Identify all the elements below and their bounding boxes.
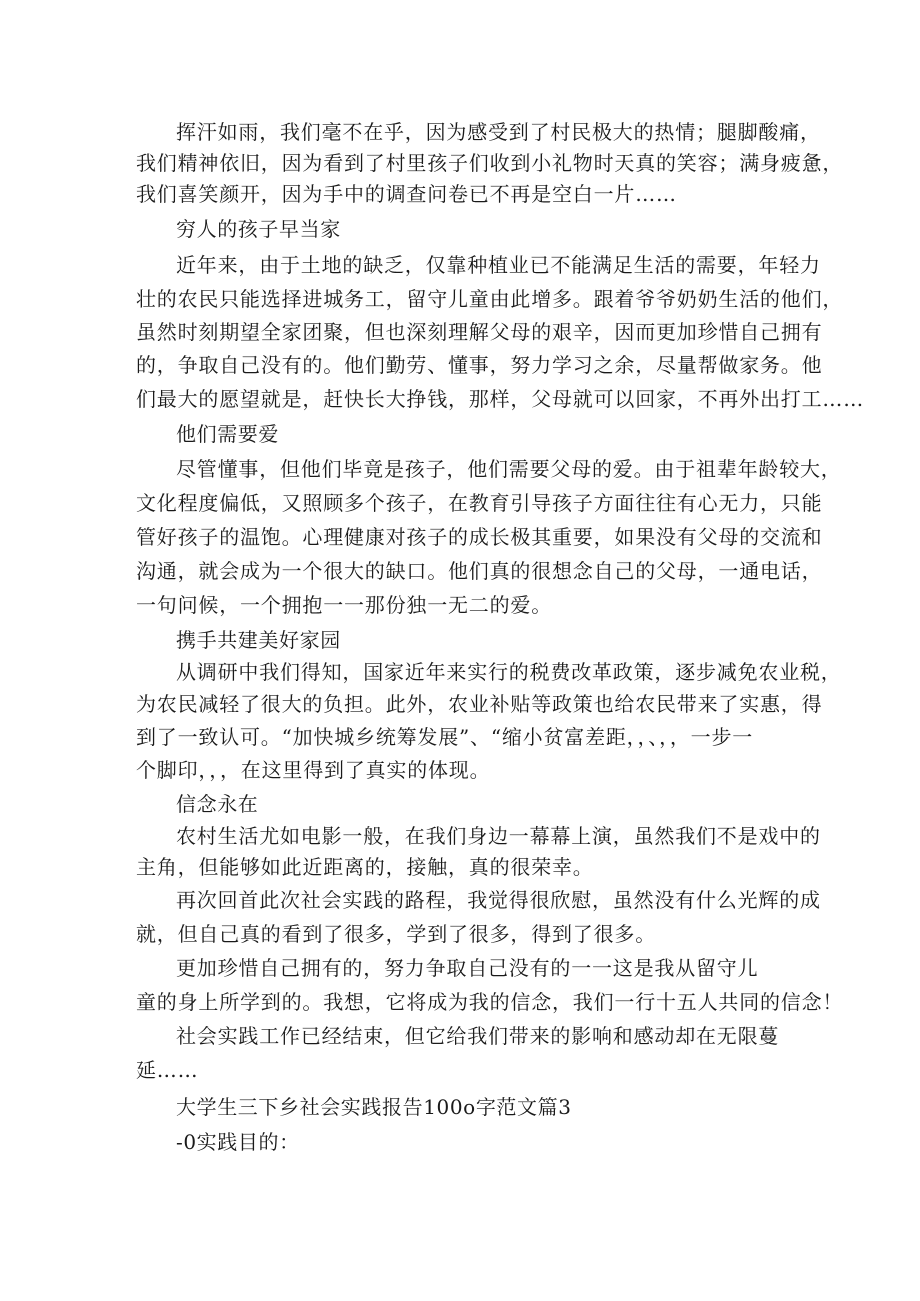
body-text-line: 再次回首此次社会实践的路程，我觉得很欣慰，虽然没有什么光辉的成 [176, 888, 821, 912]
section-heading: -0实践目的： [176, 1130, 300, 1154]
body-text-line: 我们喜笑颜开，因为手中的调查问卷已不再是空白一片…… [136, 182, 677, 206]
body-text-line: 一句问候，一个拥抱一一那份独一无二的爱。 [136, 593, 552, 617]
body-text-line: 们最大的愿望就是，赶快长大挣钱，那样，父母就可以回家，不再外出打工…… [136, 387, 864, 411]
body-text-line: 管好孩子的温饱。心理健康对孩子的成长极其重要，如果没有父母的交流和 [136, 525, 823, 549]
body-text-line: 从调研中我们得知，国家近年来实行的税费改革政策，逐步减免农业税， [176, 660, 842, 684]
body-text-line: 延…… [136, 1058, 199, 1082]
body-text-line: 沟通，就会成为一个很大的缺口。他们真的很想念自己的父母，一通电话， [136, 559, 823, 583]
body-text-line: 到了一致认可。“加快城乡统筹发展”、“缩小贫富差距，，、，，一步一 [136, 725, 754, 749]
section-heading: 大学生三下乡社会实践报告100o字范文篇3 [176, 1095, 572, 1119]
body-text-line: 为农民减轻了很大的负担。此外，农业补贴等政策也给农民带来了实惠，得 [136, 692, 823, 716]
body-text-line: 壮的农民只能选择进城务工，留守儿童由此增多。跟着爷爷奶奶生活的他们， [136, 287, 844, 311]
section-heading: 他们需要爱 [176, 422, 279, 446]
body-text-line: 近年来，由于土地的缺乏，仅靠种植业已不能满足生活的需要，年轻力 [176, 253, 821, 277]
body-text-line: 就，但自己真的看到了很多，学到了很多，得到了很多。 [136, 922, 656, 946]
body-text-line: 虽然时刻期望全家团聚，但也深刻理解父母的艰辛，因而更加珍惜自己拥有 [136, 320, 823, 344]
section-heading: 携手共建美好家园 [176, 628, 341, 652]
body-text-line: 的，争取自己没有的。他们勤劳、懂事，努力学习之余，尽量帮做家务。他 [136, 353, 823, 377]
body-text-line: 童的身上所学到的。我想，它将成为我的信念，我们一行十五人共同的信念！ [136, 990, 844, 1014]
body-text-line: 文化程度偏低，又照顾多个孩子，在教育引导孩子方面往往有心无力，只能 [136, 491, 823, 515]
body-text-line: 农村生活尤如电影一般，在我们身边一幕幕上演，虽然我们不是戏中的 [176, 824, 821, 848]
body-text-line: 尽管懂事，但他们毕竟是孩子，他们需要父母的爱。由于祖辈年龄较大， [176, 457, 842, 481]
body-text-line: 更加珍惜自己拥有的，努力争取自己没有的一一这是我从留守儿 [176, 956, 759, 980]
section-heading: 信念永在 [176, 792, 259, 816]
section-heading: 穷人的孩子早当家 [176, 217, 341, 241]
body-text-line: 挥汗如雨，我们毫不在乎，因为感受到了村民极大的热情；腿脚酸痛， [176, 120, 821, 144]
body-text-line: 社会实践工作已经结束，但它给我们带来的影响和感动却在无限蔓 [176, 1024, 780, 1048]
body-text-line: 个脚印，，，在这里得到了真实的体现。 [136, 758, 491, 782]
body-text-line: 我们精神依旧，因为看到了村里孩子们收到小礼物时天真的笑容；满身疲惫， [136, 151, 844, 175]
body-text-line: 主角，但能够如此近距离的，接触，真的很荣幸。 [136, 855, 594, 879]
